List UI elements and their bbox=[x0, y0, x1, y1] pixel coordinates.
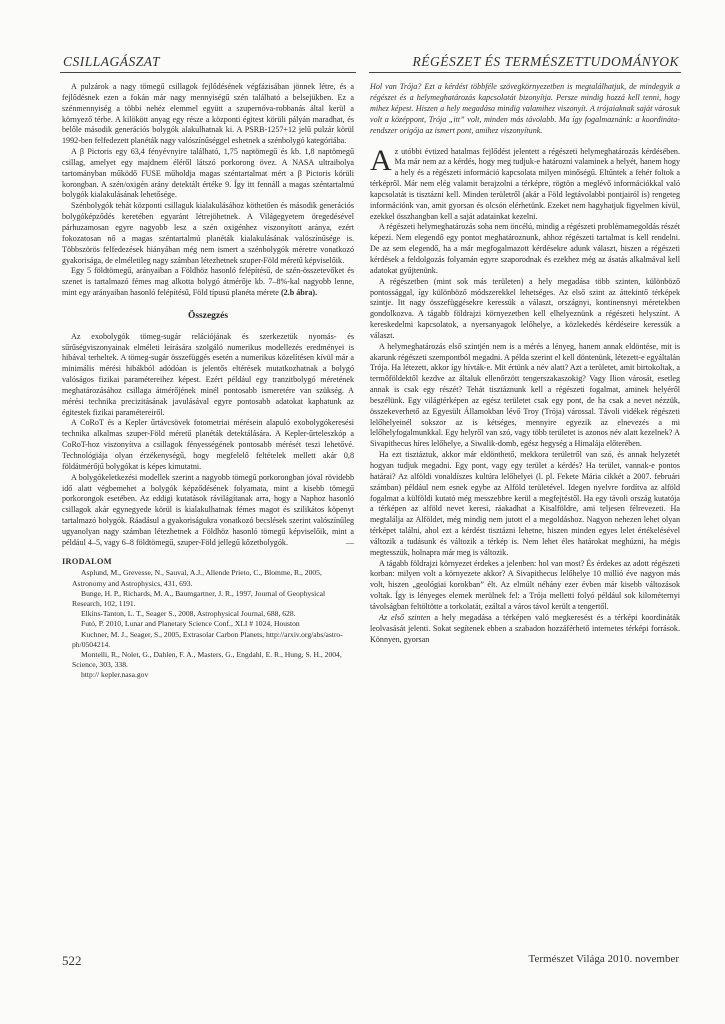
reference-item: Kuchner, M. J., Seager, S., 2005, Extrasolar Carbon Planets, http://arxiv.org/abs/astro-ph/0504214. bbox=[72, 629, 343, 649]
summary-paragraph-text: A bolygókeletkezési modellek szerint a nagyobb tömegű porkorongban jóval rövidebb idő alatt végbemehet a bolygók képződésének folyamata, mint a kisebb tömegű porkorongok esetében. Az eddigi kutatások rávilágítanak arra, hogy a Naphoz hasonló csillagok akár egynegyede körül is kialakulhatnak fémes magot és szilikátos köpenyt tartalmazó bolygók. Ráadásul a gyakoriságukra vonatkozó becslések szerint valószínűleg ugyanolyan nagy számban létezhetnek a Földhöz hasonló tömegű képviselőik, mint a például 4–5, vagy 6–8 földtömegű, szuper-Föld jellegű kőzetbolygók. bbox=[62, 472, 354, 547]
right-column bbox=[370, 82, 680, 948]
references-heading: IRODALOM bbox=[62, 556, 112, 566]
body-paragraph-text: a hely megadása a térképen való megkeresést és a térképi koordináták leolvasását jelenti. Sokat segítenek ebben a szabadon hozzáférhető internetes térképi források. Könnyen, gyorsan bbox=[370, 612, 680, 644]
reference-item: Elkins-Tanton, L. T., Seager S., 2008, Astrophysical Journal, 688, 628. bbox=[81, 609, 296, 619]
section-heading-summary: Összegzés bbox=[187, 310, 229, 321]
summary-paragraph bbox=[62, 473, 354, 549]
page-number: 522 bbox=[62, 953, 82, 968]
reference-item: Montelli, R., Nolet, G., Dahlen, F. A., Masters, G., Engdahl, E. R., Hung, S. H., 2004, Science, 303, 338. bbox=[72, 650, 342, 670]
running-head-left: CSILLAGÁSZAT bbox=[63, 54, 161, 69]
first-paragraph bbox=[370, 143, 680, 223]
first-paragraph-text: z utóbbi évtized hatalmas fejlődést jelentett a régészeti helymeghatározás kérdésében. Ma már nem az a kérdés, hogy meg tudjuk-e határozni valaminek a helyét, hanem hogy a hely és a régészeti információ kapcsolata milyen minőségű. Eltűntek a fehér foltok a térképről. Már nem elég valamit berajzolni a térképre, rögtön a meglévő információkkal való kapcsolatát is tisztázni kell. Minden területről (akár a Föld legtávolabbi pontjairól is) rengeteg információnk van, amit gyorsan és olcsón elérhetünk. Ezeket nem hagyhatjuk figyelmen kívül, ezekkel összhangban kell a saját adatainkat kezelni. bbox=[370, 146, 680, 221]
article-end-mark: — bbox=[345, 537, 354, 547]
body-paragraph: A régészetben (mint sok más területen) a hely megadása több szinten, különböző pontossággal, így különböző módszerekkel lehetséges. Az első szint az áttekintő térképek szintje. Itt nagy összefüggésekre keressük a választ, országnyi, kontinensnyi méretekben gondolkozva. A tágabb földrajzi környezetben kell elhelyeznünk a régészeti helyszínt. A kereskedelmi kapcsolatok, a nyersanyagok lelőhelye, a közlekedés kérdéseire keressük a választ. bbox=[370, 276, 680, 340]
reference-link[interactable]: http:// kepler.nasa.gov bbox=[81, 670, 149, 680]
body-paragraph: A β Pictoris egy 63,4 fényévnyire található, 1,75 naptömegű és kb. 1,8 naptömegű csillag, amelyet egy majdnem éléről látszó porkorong övez. A NASA ultraibolya tartományban működő FUSE műholdja magas széntartalmat mért a β Pictoris körüli korongban. A szén/oxigén arány detektált értéke 9. Így itt fennáll a magas széntartalmú bolygók kialakulásának lehetősége. bbox=[62, 147, 354, 200]
header-rule-right bbox=[369, 72, 681, 73]
reference-item: Futó, P. 2010, Lunar and Planetary Science Conf., XLI # 1024, Houston bbox=[81, 619, 300, 629]
body-paragraph: A tágabb földrajzi környezet érdekes a jelenben: hol van most? És érdekes az adott régészeti korban: milyen volt a környezete akkor? A Sivapithecus lelőhelye 10 millió éve nagyon más volt, hiszen „geológiai korokban” élt. Az elmúlt néhány ezer évben már kisebb változások voltak. Így is lényeges elemek merülnek fel: a Trója melletti folyó például sok kilométernyi távolságban feltöltötte a torkolatát, ezáltal a város távol került a tengertől. bbox=[370, 558, 680, 611]
header-rule-left bbox=[60, 72, 356, 73]
body-paragraph-text: Egy 5 földtömegű, arányaiban a Földhöz hasonló felépítésű, de szén-összetevőket és szenet is tartalmazó fémes mag alkotta bolygó átmérője kb. 7–8%-kal nagyobb lenne, mint egy arányaiban hasonló felépítésű, Föld típusú planéta mérete bbox=[62, 266, 354, 298]
body-paragraph: Szénbolygók tehát központi csillaguk kialakulásához köthetően és második generációs bolygóképződés keretében egyaránt létrejöhetnek. A Világegyetem öregedésével párhuzamosan egyre nagyobb lesz a szén oxigénhez viszonyított aránya, ezért fokozatosan nő a magas széntartalmú planéták kialakulásának valószínűsége is. Többszörös felfedezések hiányában még nem ismert a szénbolygók méretre vonatkozó gyakorisága, de elméletileg nagy számban létezhetnek szuper-Föld méretű képviselőik. bbox=[62, 201, 354, 265]
drop-cap: A bbox=[370, 143, 392, 177]
figure-reference: (2.b ábra). bbox=[280, 288, 318, 298]
running-head-right: RÉGÉSZET ÉS TERMÉSZETTUDOMÁNYOK bbox=[412, 54, 679, 69]
reference-item: Asplund, M., Grevesse, N., Sauval, A.J., Allende Prieto, C., Blomme, R., 2005, Astronomy and Astrophysics, 431, 693. bbox=[72, 568, 322, 588]
body-paragraph bbox=[62, 266, 354, 299]
emphasis-text: Az első szinten bbox=[379, 612, 431, 622]
summary-paragraph: A CoRoT és a Kepler űrtávcsövek fotometriai mérésein alapuló exobolygókeresési technika alkalmas szuper-Föld méretű planéták detektálására. A Kepler-űrteleszkóp a CoRoT-hoz viszonyítva a csillagok fényességének pontosabb mérését teszi lehetővé. Technológiája olyan érzékenységű, hogy megfelelő feltételek mellett akár 0,8 földátmérőjű bolygókat is képes kimutatni. bbox=[62, 418, 354, 471]
body-paragraph: A régészeti helymeghatározás soha nem öncélú, mindig a régészeti problémamegoldás részét képezi. Nem elegendő egy pontot meghatároznunk, ahhoz régészeti tartalmat is kell rendelni. De az sem elegendő, ha a már megfogalmazott kérdésekre adunk választ, hiszen a régészeti kérdések a feldolgozás folyamán egyre szaporodnak és ezekhez még az ásatás alkalmával kell adatokat gyűjtenünk. bbox=[370, 222, 680, 275]
body-paragraph: A pulzárok a nagy tömegű csillagok fejlődésének végfázisában jönnek létre, és a fejlődésnek ezen a fokán már nagy mennyiségű szén található a belsejükben. Ez a szénmennyiség a többi nehéz elemmel együtt a szupernóva-robbanás által kerül a környező térbe. A kilökött anyag egy része a központi égitest körüli pályán maradhat, és belőle második generációs bolygók alakulhatnak ki. A PSRB-1257+12 jelű pulzár körül 1992-ben felfedezett planéták nagy valószínűséggel eshetnek a szénbolygó kategóriába. bbox=[62, 82, 354, 146]
body-paragraph: A helymeghatározás első szintjén nem is a mérés a lényeg, hanem annak eldöntése, mit is akarunk régészeti szempontból megadni. A példa szerint el kell döntenünk, létezett-e egyáltalán Trója. Ha létezett, akkor így hívták-e. Mit értünk a név alatt? Azt a területet, amit birtokoltak, a termőföldektől kezdve az általuk ellenőrzött tengerszakaszokig? Vagy Ilion városát, esetleg annak is csak egy részét? Tehát tisztáznunk kell a régészeti fogalmat, aminek helyéről beszélünk. Egy világtérképen az egész területet csak egy pont, de ha csak a nevet nézzük, összekeverhető az Egyesült Államokban lévő Troy (Trója) várossal. Távoli vidékek régészeti lelőhelyeinél sokszor az is kétséges, mennyire egyezik az elnevezés a mi lelőhelyfogalmunkkal. Egy helyről van szó, vagy több területet is azonos név alatt kezelnek? A Sivapithecus híres lelőhelye, a Siwalik-domb, egész hegység a Himalája előterében. bbox=[370, 341, 680, 449]
left-column bbox=[62, 82, 354, 948]
article-lede: Hol van Trója? Ezt a kérdést többféle szövegkörnyezetben is megtalálhatjuk, de mindegyik a régészet és a helymeghatározás kapcsolatát bizonyítja. Persze mindig hozzá kell tenni, hogy mihez képest. Hiszen a hely megadása mindig valamihez viszonyít. A trójaiaknak saját városuk volt a középpont, Trója „itt” volt, minden más távolabb. Ma így fogalmaznánk: a koordináta-rendszer origója az ismert pont, amihez viszonyítunk. bbox=[370, 82, 680, 135]
body-paragraph: Ha ezt tisztáztuk, akkor már eldönthető, mekkora területről van szó, és annak helyzetét hogyan tudjuk megadni. Egy pont, vagy egy terület a kérdés? Ha terület, vannak-e pontos határai? Az alföldi vonaldíszes kultúra lelőhelyei (l. pl. Fekete Mária cikkét a 2007. februári számban) például nem esnek egybe az Alföld területével. Idegen nyelvre fordítva az alföld fogalmat a külföldi kutató még messzebbre kerül a megfejtéstől. Ha egy távoli ország kutatója a térképen az alföld nevet keresi, ráakadhat a Kisalföldre, ami teljesen félrevezeti. Ha megtalálja az Alföldet, még mindig nem jutott el a megoldáshoz. Nagyon nehezen lehet olyan térképet találni, ahol ezt a kérdést tisztázni lehetne, hiszen minden egyes lelet értékelésével változik a tudásunk és változik a térkép is. Nem lehet éles határokat meghúzni, ha mégis megtesszük, holnapra már meg is változik. bbox=[370, 450, 680, 557]
journal-footer: Természet Világa 2010. november bbox=[528, 953, 679, 965]
body-paragraph bbox=[370, 613, 680, 646]
reference-item: Bunge, H. P., Richards, M. A., Baumgartner, J. R., 1997, Journal of Geophysical Research, 102, 1191. bbox=[72, 588, 326, 609]
summary-paragraph: Az exobolygók tömeg-sugár relációjának és szerkezetük nyomás- és sűrűségviszonyainak elméleti leírására szolgáló numerikus modellezés eredményei is hibával terheltek. A tömeg-sugár összefüggés esetén a numerikus közelítésen kívül már a minimális mérési hibákból adódóan is jelentős eltérések mutatkozhatnak a bolygó valóságos fizikai paramétereihez képest. Ezért például egy tranzitbolygó méretének meghatározásához csillaga átmérőjének minél pontosabb ismeretére van szükség. A mérési technika precizitásának javulásával egyre pontosabb adatokat kaphatunk az égitestek fizikai paramétereiről. bbox=[62, 331, 354, 417]
